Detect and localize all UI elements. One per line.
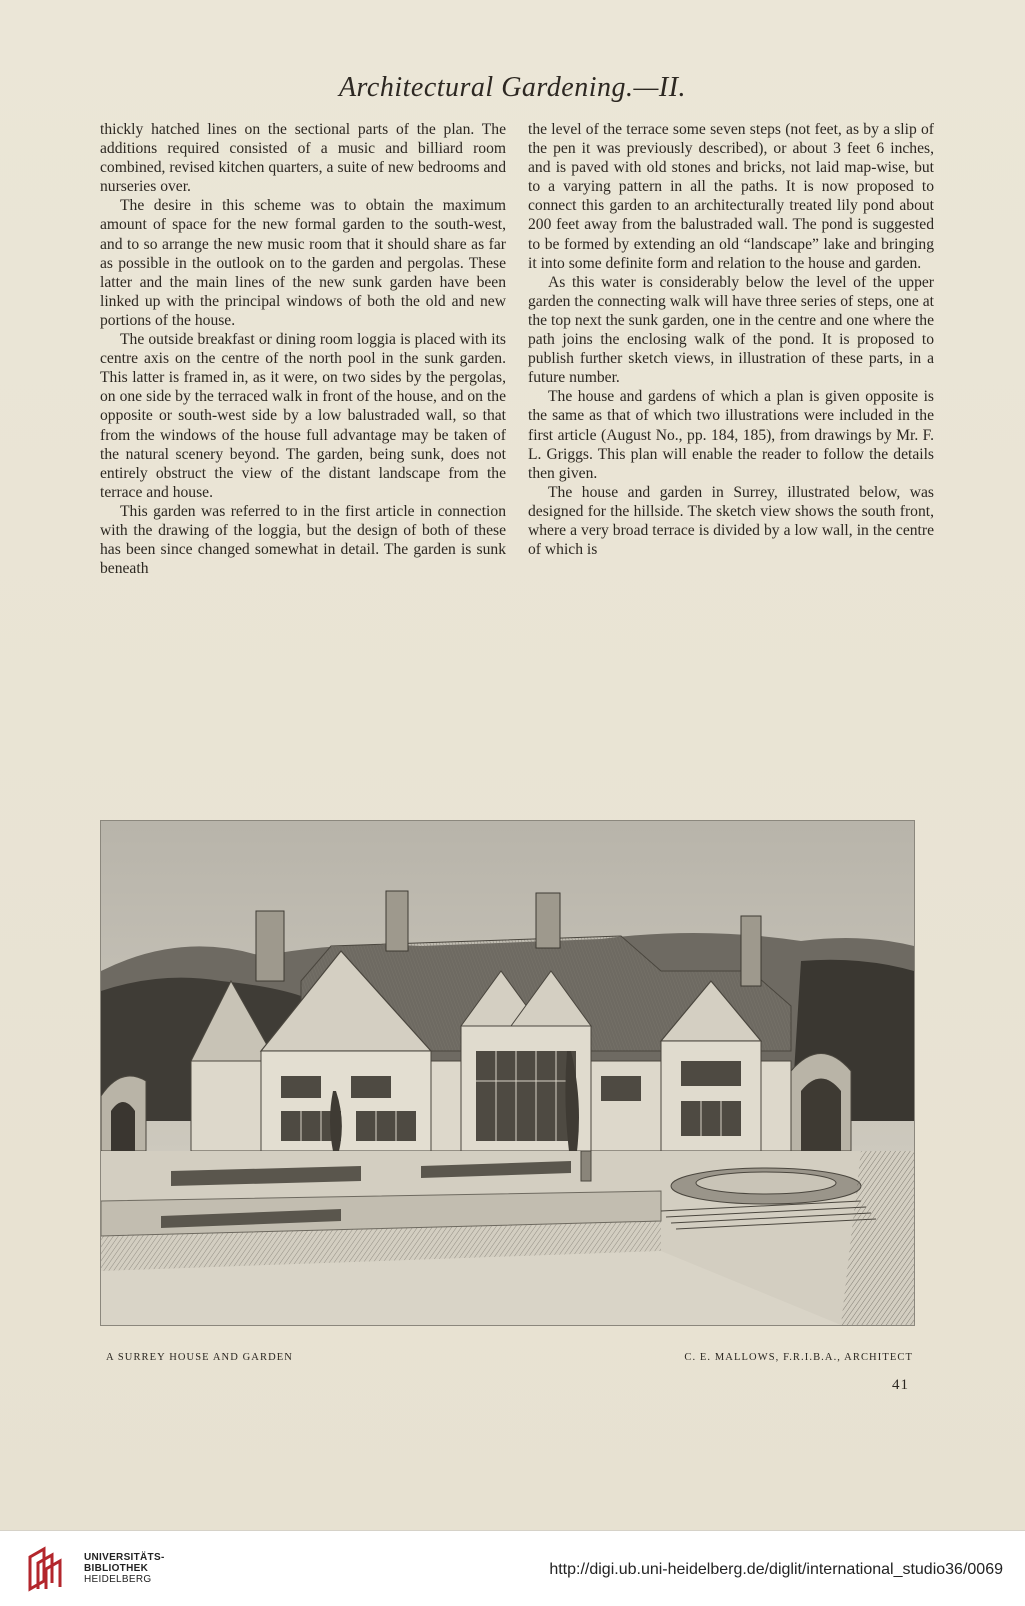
right-text-column bbox=[528, 120, 934, 559]
source-url-link[interactable]: http://digi.ub.uni-heidelberg.de/diglit/international_studio36/0069 bbox=[549, 1561, 1003, 1578]
house-sketch-image bbox=[101, 821, 914, 1325]
library-name-line: BIBLIOTHEK bbox=[84, 1563, 149, 1574]
library-footer bbox=[0, 1530, 1025, 1606]
library-name-line: UNIVERSITÄTS- bbox=[84, 1552, 165, 1563]
paragraph: The desire in this scheme was to obtain the maximum amount of space for the new formal garden to the south-west, and to so arrange the new music room that it should share as far as possible in the outlook on to the garden and pergolas. These latter and the main lines of the new sunk garden have been linked up with the principal windows of both the old and new portions of the house. bbox=[100, 197, 506, 329]
page-number: 41 bbox=[892, 1377, 909, 1393]
left-text-column bbox=[100, 120, 506, 578]
house-illustration bbox=[100, 820, 915, 1326]
library-name bbox=[84, 1552, 165, 1585]
paragraph: The outside breakfast or dining room loggia is placed with its centre axis on the centre of the north pool in the sunk garden. This latter is framed in, as it were, on two sides by the pergolas, on one side by the terraced walk in front of the house, and on the opposite or south-west side by a low balustraded wall, so that from the windows of the house full advantage may be taken of the natural scenery beyond. The garden, being sunk, does not entirely obstruct the view of the distant landscape from the terrace and house. bbox=[100, 331, 506, 501]
running-head: Architectural Gardening.—II. bbox=[338, 72, 687, 103]
paragraph: thickly hatched lines on the sectional parts of the plan. The additions required consisted of a music and billiard room combined, revised kitchen quarters, a suite of new bedrooms and nurseries over. bbox=[100, 121, 506, 196]
paragraph: the level of the terrace some seven steps (not feet, as by a slip of the pen it was previously described), or about 3 feet 6 inches, and is paved with old stones and bricks, not laid map-wise, but to a varying pattern in all the paths. It is now proposed to connect this garden to an architecturally treated lily pond about 200 feet away from the balustraded wall. The pond is suggested to be formed by extending an old “landscape” lake and bringing it into some definite form and relation to the house and garden. bbox=[528, 121, 934, 272]
caption-credit: C. E. MALLOWS, F.R.I.B.A., ARCHITECT bbox=[684, 1352, 913, 1363]
library-logo-icon bbox=[22, 1543, 74, 1595]
library-name-line: HEIDELBERG bbox=[84, 1574, 152, 1585]
paragraph: As this water is considerably below the level of the upper garden the connecting walk will have three series of steps, one at the top next the sunk garden, one in the centre and one where the path joins the enclosing walk of the pond. It is proposed to publish further sketch views, in illustration of these parts, in a future number. bbox=[528, 273, 934, 387]
caption-title: A SURREY HOUSE AND GARDEN bbox=[106, 1352, 293, 1363]
paragraph: This garden was referred to in the first article in connection with the drawing of the loggia, but the design of both of these has been since changed somewhat in detail. The garden is sunk beneath bbox=[100, 502, 506, 578]
paragraph: The house and garden in Surrey, illustrated below, was designed for the hillside. The sketch view shows the south front, where a very broad terrace is divided by a low wall, in the centre of which is bbox=[528, 483, 934, 559]
paragraph: The house and gardens of which a plan is given opposite is the same as that of which two illustrations were included in the first article (August No., pp. 184, 185), from drawings by Mr. F. L. Griggs. This plan will enable the reader to follow the details then given. bbox=[528, 388, 934, 482]
